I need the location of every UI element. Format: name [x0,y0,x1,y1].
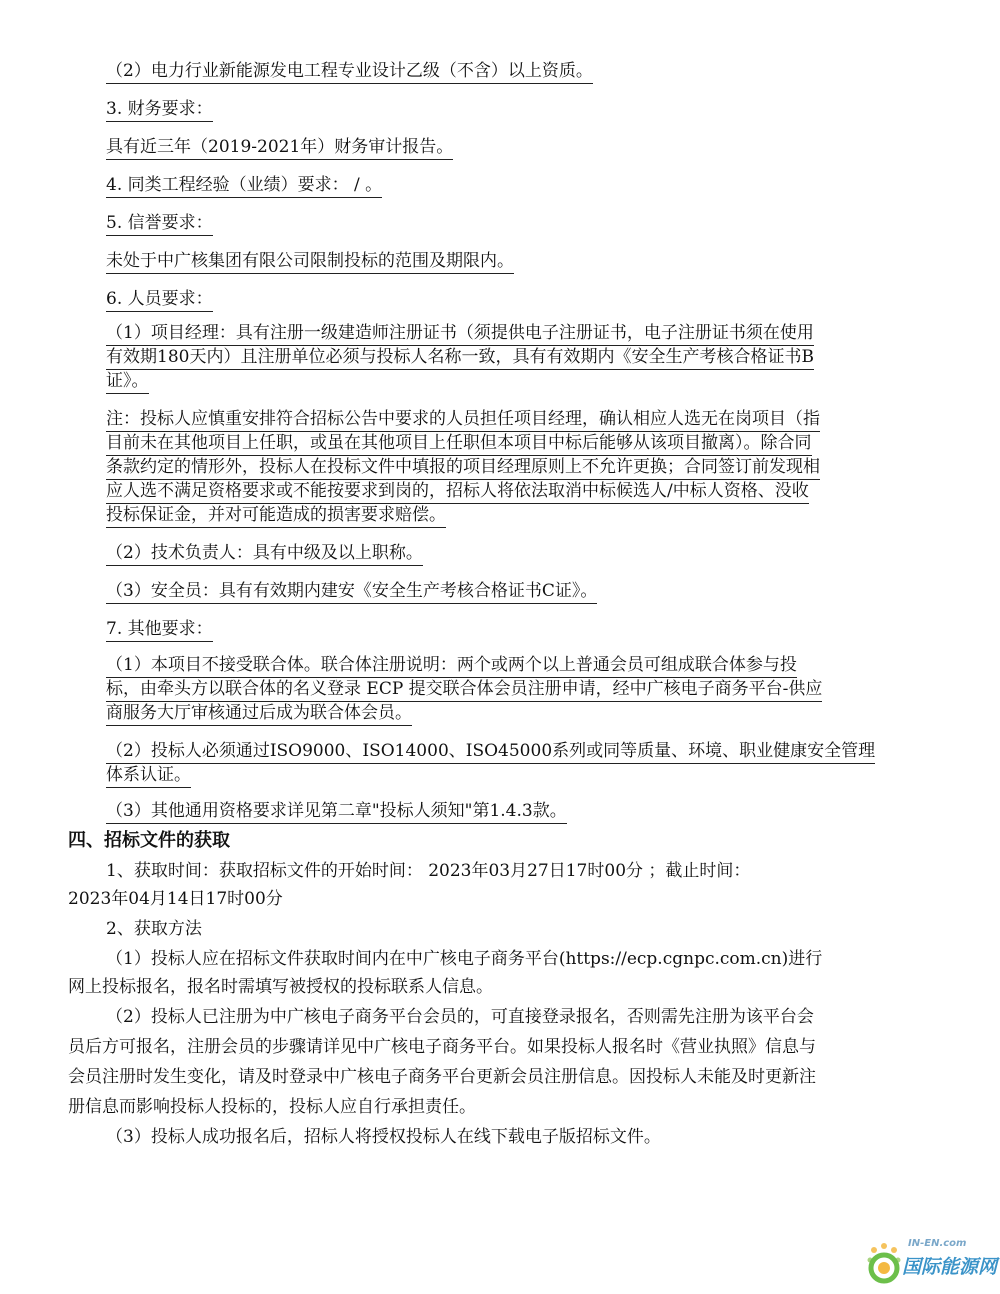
doc-line: 册信息而影响投标人投标的，投标人应自行承担责任。 [68,1097,476,1117]
section-heading: 3. 财务要求： [106,98,213,122]
chapter-heading: 四、招标文件的获取 [68,830,230,851]
doc-line: 网上投标报名，报名时需填写被授权的投标联系人信息。 [68,977,493,997]
doc-line: 2、获取方法 [106,919,202,939]
doc-line: 1、获取时间：获取招标文件的开始时间： 2023年03月27日17时00分 ；截止时间： [106,861,751,881]
doc-line: （3）投标人成功报名后，招标人将授权投标人在线下载电子版招标文件。 [106,1127,661,1147]
doc-line: 未处于中广核集团有限公司限制投标的范围及期限内。 [106,250,514,274]
doc-line: （1）本项目不接受联合体。联合体注册说明：两个或两个以上普通会员可组成联合体参与投 [106,654,797,678]
doc-line: （2）投标人必须通过ISO9000、ISO14000、ISO45000系列或同等质量、环境、职业健康安全管理 [106,740,875,764]
doc-line: 有效期180天内）且注册单位必须与投标人名称一致，具有有效期内《安全生产考核合格证书B [106,346,814,370]
doc-line: 会员注册时发生变化，请及时登录中广核电子商务平台更新会员注册信息。因投标人未能及时更新注 [68,1067,816,1087]
doc-line: （2）投标人已注册为中广核电子商务平台会员的，可直接登录报名，否则需先注册为该平台会 [106,1007,814,1027]
doc-line: 具有近三年（2019-2021年）财务审计报告。 [106,136,453,160]
doc-line: 应人选不满足资格要求或不能按要求到岗的，招标人将依法取消中标候选人/中标人资格、没收 [106,480,809,504]
doc-line: 标，由牵头方以联合体的名义登录 ECP 提交联合体会员注册申请，经中广核电子商务平台-供应 [106,678,822,702]
doc-line: 体系认证。 [106,764,191,788]
doc-line: 员后方可报名，注册会员的步骤请详见中广核电子商务平台。如果投标人报名时《营业执照》信息与 [68,1037,816,1057]
watermark-domain: IN-EN.com [908,1238,967,1249]
doc-line: 2023年04月14日17时00分 [68,889,283,909]
doc-line: （1）投标人应在招标文件获取时间内在中广核电子商务平台(https://ecp.cgnpc.com.cn)进行 [106,949,823,969]
doc-line: 注：投标人应慎重安排符合招标公告中要求的人员担任项目经理，确认相应人选无在岗项目（指 [106,408,820,432]
section-heading: 4. 同类工程经验（业绩）要求： / 。 [106,174,382,198]
doc-line: 证》。 [106,370,149,394]
section-heading: 6. 人员要求： [106,288,213,312]
section-heading: 5. 信誉要求： [106,212,213,236]
watermark-logo [862,1234,998,1290]
doc-line: （3）安全员：具有有效期内建安《安全生产考核合格证书C证》。 [106,580,597,604]
doc-line: 投标保证金，并对可能造成的损害要求赔偿。 [106,504,446,528]
section-heading: 7. 其他要求： [106,618,213,642]
doc-line: 商服务大厅审核通过后成为联合体会员。 [106,702,412,726]
watermark-title: 国际能源网 [902,1256,998,1278]
doc-line: 条款约定的情形外，投标人在投标文件中填报的项目经理原则上不允许更换；合同签订前发现相 [106,456,820,480]
doc-line: （3）其他通用资格要求详见第二章"投标人须知"第1.4.3款。 [106,800,567,824]
doc-line: （1）项目经理：具有注册一级建造师注册证书（须提供电子注册证书，电子注册证书须在使用 [106,322,814,346]
doc-line: （2）技术负责人：具有中级及以上职称。 [106,542,423,566]
doc-line: 目前未在其他项目上任职，或虽在其他项目上任职但本项目中标后能够从该项目撤离）。除合同 [106,432,812,456]
doc-line: （2）电力行业新能源发电工程专业设计乙级（不含）以上资质。 [106,60,593,84]
